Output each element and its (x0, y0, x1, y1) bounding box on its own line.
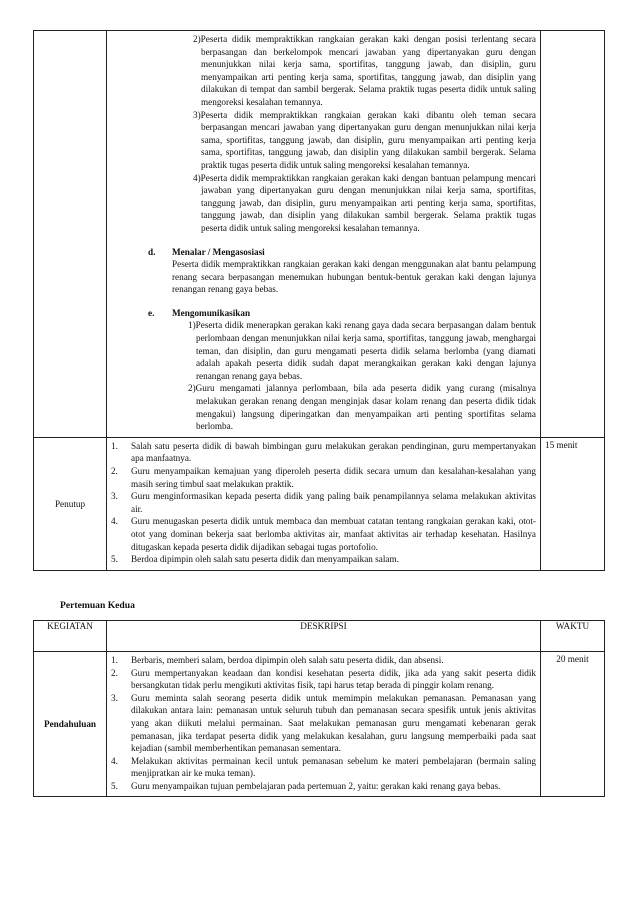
practice-step-2: 2)Peserta didik mempraktikkan rangkaian gerakan kaki dengan posisi terlentang secara berpasangan dan berkelompok mencari jawaban yang dipertanyakan guru dengan menunjukkan nilai kerja sama, sportifitas, tanggung jawab, dan disiplin, guru menyampaikan arti penting kerja sama, sportifitas, tanggung jawab, dan disiplin yang dilakukan di tempat dan sambil bergerak. Selama praktik tugas peserta didik untuk saling mengoreksi kesalahan temannya. (193, 34, 536, 107)
header-waktu: WAKTU (541, 621, 605, 652)
list-item: 5. Berdoa dipimpin oleh salah satu peserta didik dan menyampaikan salam. (111, 554, 399, 565)
list-item: 2. Guru mempertanyakan keadaan dan kondisi kesehatan peserta didik, jika ada yang sakit peserta didik bersangkutan tidak perlu mengikuti aktivitas fisik, tapi harus tetap berada di pinggir kolam renang. (111, 667, 536, 691)
waktu-cell-pendahuluan (541, 652, 605, 797)
practice-step-3: 3)Peserta didik mempraktikkan rangkaian gerakan kaki dibantu oleh teman secara berpasangan mencari jawaban yang dipertanyakan guru dengan menunjukkan nilai kerja sama, sportifitas, tanggung jawab, dan disiplin, guru menyampaikan arti penting kerja sama, sportifitas, tanggung jawab, dan disiplin yang dilakukan sambil bergerak. Selama praktik tugas peserta didik untuk saling mengoreksi kesalahan temannya. (193, 109, 536, 170)
section-d (148, 246, 536, 296)
list-item: 3. Guru menginformasikan kepada peserta didik yang paling baik penampilannya selama melakukan aktivitas air. (111, 491, 536, 514)
section-d-letter: d. (148, 246, 156, 257)
section-e (148, 307, 536, 433)
meeting-2-heading: Pertemuan Kedua (60, 600, 135, 611)
list-item: 4. Guru menugaskan peserta didik untuk membaca dan membuat catatan tentang rangkaian gerakan kaki, otot-otot yang dominan bekerja saat berlomba aktivitas air, manfaat aktivitas air terhadap kesehatan. Hasilnya ditugaskan kepada peserta didik dijadikan sebagai tugas portofolio. (111, 516, 536, 552)
deskripsi-cell-inti (107, 31, 541, 438)
communicate-step-2: 2)Guru mengamati jalannya perlombaan, bila ada peserta didik yang curang (misalnya melakukan gerakan renang dengan menginjak dasar kolam renang dan peserta didik tidak mengakui) langsung diperingatkan dan menyampaikan arti penting sportifitas selama berlomba. (188, 383, 536, 432)
practice-step-4: 4)Peserta didik mempraktikkan rangkaian gerakan kaki dengan bantuan pelampung mencari jawaban yang dipertanyakan guru dengan menunjukkan nilai kerja sama, sportifitas, tanggung jawab, dan disiplin, guru menyampaikan arti penting kerja sama, sportifitas, tanggung jawab, dan disiplin yang dilakukan sambil bergerak. Selama praktik tugas peserta didik untuk saling mengoreksi kesalahan temannya. (193, 172, 536, 233)
section-d-title: Menalar / Mengasosiasi (172, 246, 265, 257)
deskripsi-cell-penutup (107, 437, 541, 570)
list-item: 2. Guru menyampaikan kemajuan yang diperoleh peserta didik secara umum dan kesalahan-kesalahan yang masih sering timbul saat melakukan praktik. (111, 466, 536, 489)
kegiatan-cell-empty (34, 31, 107, 438)
list-item: 1. Berbaris, memberi salam, berdoa dipimpin oleh salah satu peserta didik, dan absensi. (111, 655, 444, 665)
section-e-title: Mengomunikasikan (172, 307, 251, 318)
penutup-label: Penutup (54, 498, 86, 509)
waktu-cell-penutup (541, 437, 605, 570)
table-row-pendahuluan (34, 652, 605, 797)
activity-table-meeting-1 (33, 30, 605, 571)
penutup-time: 15 menit (545, 439, 578, 450)
list-item: 1. Salah satu peserta didik di bawah bimbingan guru melakukan gerakan pendinginan, guru mempertanyakan apa manfaatnya. (111, 440, 536, 464)
table-header-row (34, 621, 605, 652)
kegiatan-cell-pendahuluan (34, 652, 107, 797)
kegiatan-cell-penutup (34, 437, 107, 570)
pendahuluan-label: Pendahuluan (43, 718, 97, 729)
header-kegiatan: KEGIATAN (34, 621, 107, 652)
header-deskripsi: DESKRIPSI (107, 621, 541, 652)
penutup-list (111, 440, 536, 566)
pendahuluan-list (111, 654, 536, 793)
list-item: 4. Melakukan aktivitas permainan kecil untuk pemanasan sebelum ke materi pembelajaran (bermain saling menjipratkan air ke muka teman). (111, 755, 536, 779)
pendahuluan-time: 20 menit (556, 654, 589, 664)
list-item: 5. Guru menyampaikan tujuan pembelajaran pada pertemuan 2, yaitu: gerakan kaki renang gaya bebas. (111, 780, 501, 791)
deskripsi-cell-pendahuluan (107, 652, 541, 797)
section-e-letter: e. (148, 307, 155, 318)
section-d-body: Peserta didik mempraktikkan rangkaian gerakan kaki dengan menggunakan alat bantu pelampung renang secara berpasangan menemukan hubungan bentuk-bentuk gerakan kaki dengan lajunya renangan renang gaya bebas. (172, 259, 536, 295)
activity-table-meeting-2 (33, 620, 605, 797)
table-row-inti-continued (34, 31, 605, 438)
communicate-step-1: 1)Peserta didik menerapkan gerakan kaki renang gaya dada secara berpasangan dalam bentuk perlombaan dengan menunjukkan nilai kerja sama, sportifitas, tanggung jawab, menghargai teman, dan disiplin, dan guru mengamati peserta didik selama berlomba (yang diamati adalah apakah peserta didik sudah dapat merangkaikan gerakan kaki dengan lajunya renangan renang gaya bebas. (188, 320, 536, 381)
list-item: 3. Guru meminta salah seorang peserta didik untuk memimpin melakukan pemanasan. Pemanasan yang dilakukan antara lain: pemanasan untuk seluruh tubuh dan pemanasan secara spesifik untuk jenis aktivitas yang akan diikuti melalui permainan. Saat melakukan pemanasan guru mengamati kebenaran gerak pemanasan, jika terdapat peserta didik yang melakukan kesalahan, guru langsung memperbaiki pada saat kejadian (sambil memberhentikan pemanasan sementara. (111, 692, 536, 754)
table-row-penutup (34, 437, 605, 570)
waktu-cell-empty (541, 31, 605, 438)
